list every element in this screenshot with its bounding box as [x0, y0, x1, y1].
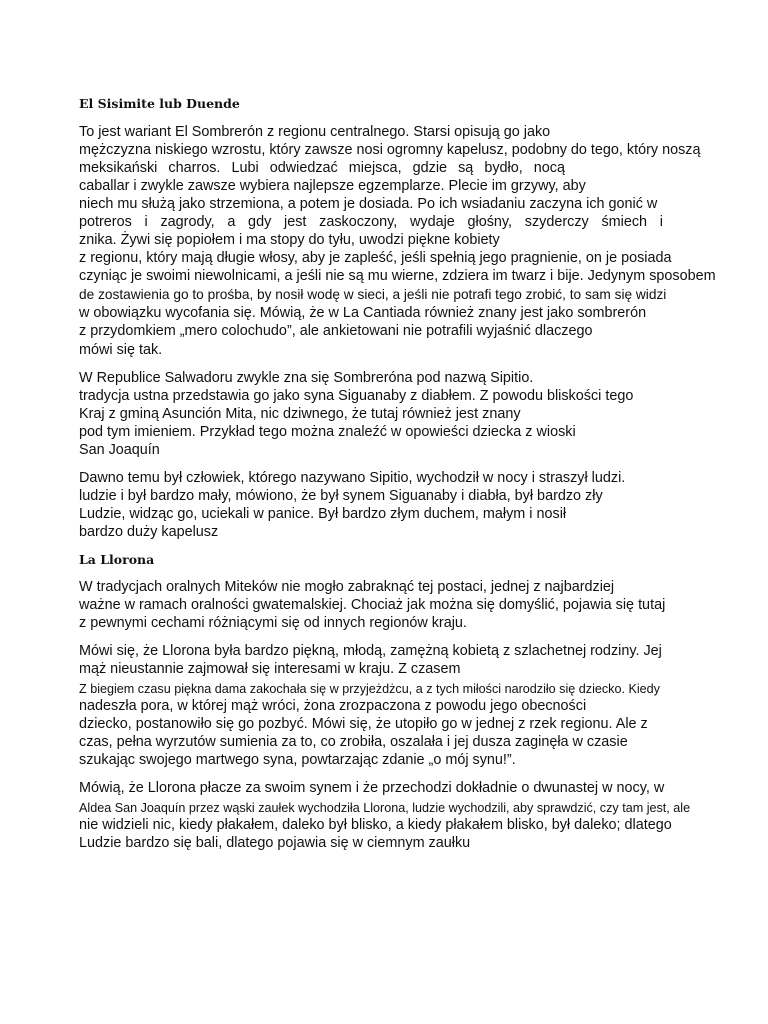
text-line: bardzo duży kapelusz	[79, 524, 219, 540]
text-line: szukając swojego martwego syna, powtarzając zdanie „o mój synu!”.	[79, 752, 516, 768]
text-line: Z biegiem czasu piękna dama zakochała się w przyjeżdżcu, a z tych miłości narodziło się dziecko. Kiedy	[79, 682, 660, 696]
text-line: mąż nieustannie zajmował się interesami w kraju. Z czasem	[79, 661, 461, 677]
text-line: nadeszła pora, w której mąż wróci, żona zrozpaczona z powodu jego obecności	[79, 698, 587, 714]
text-line: dziecko, postanowiło się go pozbyć. Mówi się, że utopiło go w jednej z rzek regionu. Ale z	[79, 716, 648, 732]
text-line: znika. Żywi się popiołem i ma stopy do tyłu, uwodzi piękne kobiety	[79, 232, 500, 248]
text-line: z pewnymi cechami różniącymi się od innych regionów kraju.	[79, 615, 467, 631]
section-heading: La Llorona	[79, 552, 155, 567]
text-line: To jest wariant El Sombrerón z regionu centralnego. Starsi opisują go jako	[79, 124, 551, 140]
text-line: Dawno temu był człowiek, którego nazywano Sipitio, wychodził w nocy i straszył ludzi.	[79, 470, 626, 486]
text-line: Mówi się, że Llorona była bardzo piękną, młodą, zamężną kobietą z szlachetnej rodziny. Jej	[79, 643, 662, 659]
text-line: W Republice Salwadoru zwykle zna się Sombrerónа pod nazwą Sipitio.	[79, 370, 534, 386]
text-line: ważne w ramach oralności gwatemalskiej. Chociaż jak można się domyślić, pojawia się tutaj	[79, 597, 666, 613]
text-line: Mówią, że Llorona płacze za swoim synem i że przechodzi dokładnie o dwunastej w nocy, w	[79, 780, 665, 796]
text-line: z przydomkiem „mero colochudo”, ale ankietowani nie potrafili wyjaśnić dlaczego	[79, 323, 593, 339]
text-line: ludzie i był bardzo mały, mówiono, że był synem Siguanaby i diabła, był bardzo zły	[79, 488, 603, 504]
text-line: de zostawienia go to prośba, by nosił wodę w sieci, a jeśli nie potrafi tego zrobić, to sam się widzi	[79, 287, 667, 302]
text-line: caballar i zwykle zawsze wybiera najlepsze egzemplarze. Plecie im grzywy, aby	[79, 178, 586, 194]
text-line: z regionu, który mają długie włosy, aby je zapleść, jeśli spełnią jego pragnienie, on je posiada	[79, 250, 672, 266]
text-line: mężczyzna niskiego wzrostu, który zawsze nosi ogromny kapelusz, podobny do tego, który noszą	[79, 142, 701, 158]
text-line: potreros i zagrody, a gdy jest zaskoczony, wydaje głośny, szyderczy śmiech i	[79, 214, 663, 230]
text-line: Ludzie bardzo się bali, dlatego pojawia się w ciemnym zaułku	[79, 835, 471, 851]
text-line: nie widzieli nic, kiedy płakałem, daleko był blisko, a kiedy płakałem blisko, był daleko; dlatego	[79, 817, 672, 833]
text-line: W tradycjach oralnych Miteków nie mogło zabraknąć tej postaci, jednej z najbardziej	[79, 579, 615, 595]
text-line: tradycja ustna przedstawia go jako syna Siguanaby z diabłem. Z powodu bliskości tego	[79, 388, 634, 404]
text-line: pod tym imieniem. Przykład tego można znaleźć w opowieści dziecka z wioski	[79, 424, 576, 440]
section-heading: El Sisimite lub Duende	[79, 96, 240, 111]
text-line: w obowiązku wycofania się. Mówią, że w La Cantiada również znany jest jako sombrerón	[79, 305, 647, 321]
text-line: Ludzie, widząc go, uciekali w panice. Był bardzo złym duchem, małym i nosił	[79, 506, 567, 522]
text-line: meksikański charros. Lubi odwiedzać miejsca, gdzie są bydło, nocą	[79, 160, 565, 176]
text-line: czyniąc je swoimi niewolnicami, a jeśli nie są mu wierne, zdziera im twarz i bije. Jedynym sposobem	[79, 268, 716, 284]
text-line: mówi się tak.	[79, 342, 163, 358]
text-line: niech mu służą jako strzemiona, a potem je dosiada. Po ich wsiadaniu zaczyna ich gonić w	[79, 196, 658, 212]
text-line: San Joaquín	[79, 442, 160, 458]
text-line: czas, pełna wyrzutów sumienia za to, co zrobiła, oszalała i jej dusza zaginęła w czasie	[79, 734, 628, 750]
text-line: Aldea San Joaquín przez wąski zaułek wychodziła Llorona, ludzie wychodzili, aby sprawdzić, czy tam jest, ale	[79, 801, 691, 815]
text-line: Kraj z gminą Asunción Mita, nic dziwnego, że tutaj również jest znany	[79, 406, 521, 422]
